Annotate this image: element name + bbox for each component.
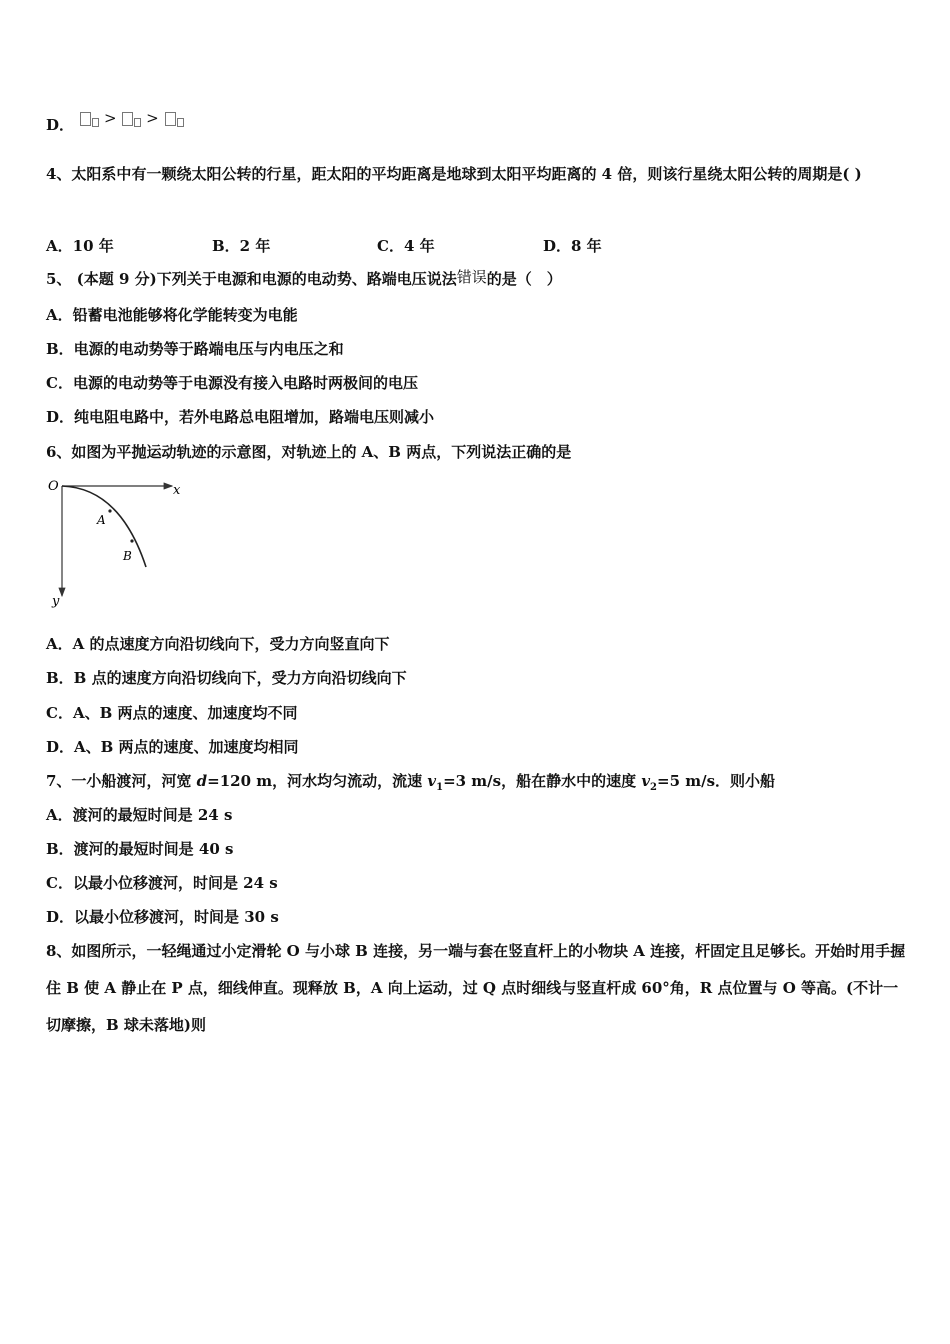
point-b-marker — [130, 539, 133, 542]
q6-option-a: A．A 的点速度方向沿切线向下，受力方向竖直向下 — [46, 635, 390, 653]
projectile-trajectory-figure — [40, 470, 200, 615]
q4-stem: 4、太阳系中有一颗绕太阳公转的行星，距太阳的平均距离是地球到太阳平均距离的 4 倍，则该行星绕太阳公转的周期是( ) — [46, 165, 862, 183]
y-axis-label: y — [52, 594, 60, 609]
q4-option-a: A．10 年 — [46, 237, 114, 255]
missing-glyph-icon — [80, 112, 91, 126]
q5-stem: 5、 (本题 9 分)下列关于电源和电源的电动势、路端电压说法错误的是（ ） — [46, 268, 562, 288]
q6-option-d: D．A、B 两点的速度、加速度均相同 — [46, 738, 299, 756]
q3-option-d-expression — [79, 109, 183, 127]
q5-option-a: A．铅蓄电池能够将化学能转变为电能 — [46, 306, 298, 324]
q7-stem: 7、一小船渡河，河宽 d=120 m，河水均匀流动，流速 $v_1=3$ m/s，船在静水中的速度 $v_2=5$ m/s．则小船 — [46, 772, 776, 793]
q7-option-d: D．以最小位移渡河，时间是 30 s — [46, 908, 279, 926]
q4-option-b: B．2 年 — [212, 237, 271, 255]
origin-label: O — [48, 479, 59, 494]
q7-option-b: B．渡河的最短时间是 40 s — [46, 840, 234, 858]
q6-option-b: B．B 点的速度方向沿切线向下，受力方向沿切线向下 — [46, 669, 407, 687]
q7-option-c: C．以最小位移渡河，时间是 24 s — [46, 874, 278, 892]
missing-glyph-icon — [122, 112, 133, 126]
greater-than-sign: > — [146, 109, 159, 127]
missing-glyph-icon — [177, 118, 184, 127]
q5-option-b: B．电源的电动势等于路端电压与内电压之和 — [46, 340, 344, 358]
missing-glyph-icon — [134, 118, 141, 127]
point-a-label: A — [97, 513, 106, 527]
missing-glyph-icon — [165, 112, 176, 126]
x-axis-label: x — [173, 483, 181, 498]
q5-option-c: C．电源的电动势等于电源没有接入电路时两极间的电压 — [46, 374, 418, 392]
q5-stem-emphasis: 错误 — [456, 268, 487, 286]
point-b-label: B — [123, 549, 132, 563]
q6-stem: 6、如图为平抛运动轨迹的示意图，对轨迹上的 A、B 两点，下列说法正确的是 — [46, 443, 572, 461]
q4-options — [46, 235, 906, 255]
q3-option-d-label: D． — [46, 116, 75, 134]
q5-option-d: D．纯电阻电路中，若外电路总电阻增加，路端电压则减小 — [46, 408, 435, 426]
q6-option-c: C．A、B 两点的速度、加速度均不同 — [46, 704, 298, 722]
q4-option-c: C．4 年 — [377, 237, 435, 255]
q8-stem: 8、如图所示，一轻绳通过小定滑轮 O 与小球 B 连接，另一端与套在竖直杆上的小物块 A 连接，杆固定且足够长。开始时用手握住 B 使 A 静止在 P 点，细线伸直。现释放 B，A 向上运动，过 Q 点时细线与竖直杆成 60°角，R 点位置与 O 等高。(不计一切摩擦，B 球未落地)则 — [46, 942, 906, 1034]
missing-glyph-icon — [92, 118, 99, 127]
q4-option-d: D．8 年 — [543, 237, 602, 255]
greater-than-sign: > — [104, 109, 117, 127]
point-a-marker — [108, 509, 111, 512]
q7-option-a: A．渡河的最短时间是 24 s — [46, 806, 233, 824]
q3-option-d — [46, 109, 184, 135]
